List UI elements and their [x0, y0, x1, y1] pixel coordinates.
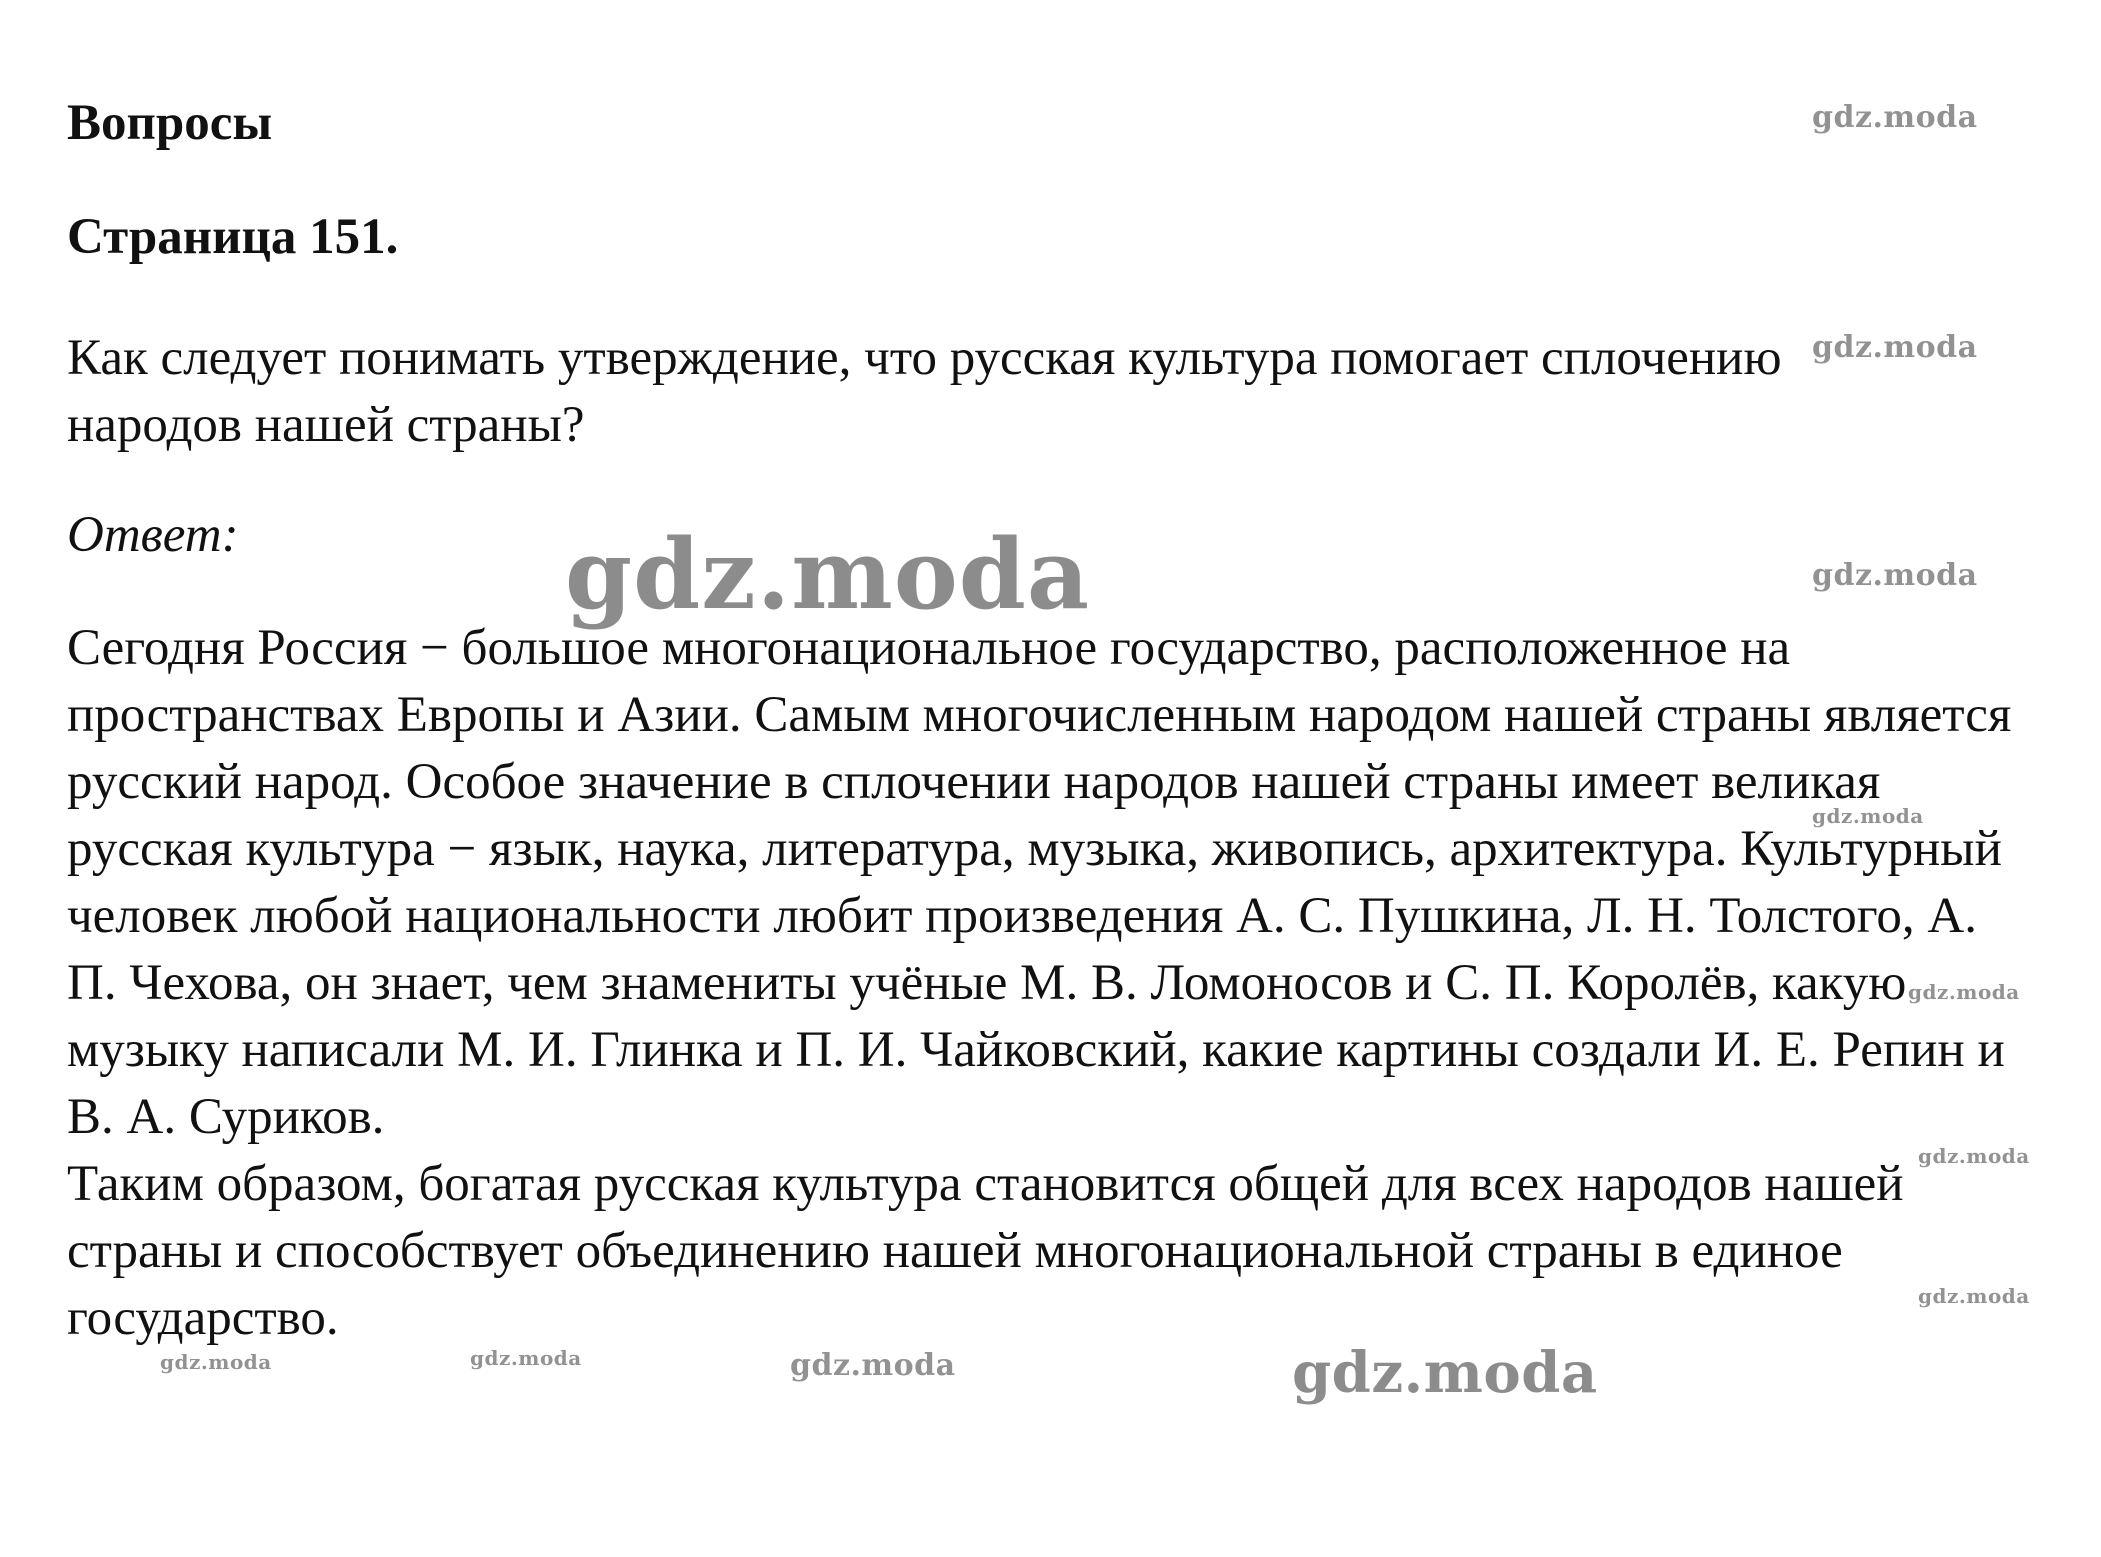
- section-title: Вопросы: [67, 95, 273, 151]
- watermark: gdz.moda: [1292, 1340, 1598, 1406]
- answer-label: Ответ:: [67, 507, 239, 563]
- watermark: gdz.moda: [1812, 100, 1978, 135]
- page-label: Страница 151.: [67, 209, 399, 265]
- answer-paragraph: Таким образом, богатая русская культура становится общей для всех народов нашей страны и способствует объединению нашей многонациональной страны в единое государство.: [67, 1156, 1904, 1346]
- answer-body: [67, 615, 2027, 1352]
- watermark: gdz.moda: [1918, 1144, 2030, 1168]
- watermark: gdz.moda: [790, 1348, 956, 1383]
- watermark: gdz.moda: [1908, 980, 2020, 1004]
- question-text: Как следует понимать утверждение, что русская культура помогает сплочению народов нашей страны?: [67, 330, 1782, 453]
- watermark: gdz.moda: [470, 1346, 582, 1370]
- watermark: gdz.moda: [1812, 804, 1924, 828]
- watermark: gdz.moda: [1918, 1284, 2030, 1308]
- watermark: gdz.moda: [160, 1350, 272, 1374]
- watermark: gdz.moda: [565, 518, 1091, 631]
- watermark: gdz.moda: [1812, 558, 1978, 593]
- answer-paragraph: Сегодня Россия − большое многонациональное государство, расположенное на пространствах Европы и Азии. Самым многочисленным народом нашей страны является русский народ. Особое значение в сплочении народов нашей страны имеет великая русская культура − язык, наука, литература, музыка, живопись, архитектура. Культурный человек любой национальности любит произведения А. С. Пушкина, Л. Н. Толстого, А. П. Чехова, он знает, чем знамениты учёные М. В. Ломоносов и С. П. Королёв, какую музыку написали М. И. Глинка и П. И. Чайковский, какие картины создали И. Е. Репин и В. А. Суриков.: [67, 620, 2012, 1145]
- watermark: gdz.moda: [1812, 330, 1978, 365]
